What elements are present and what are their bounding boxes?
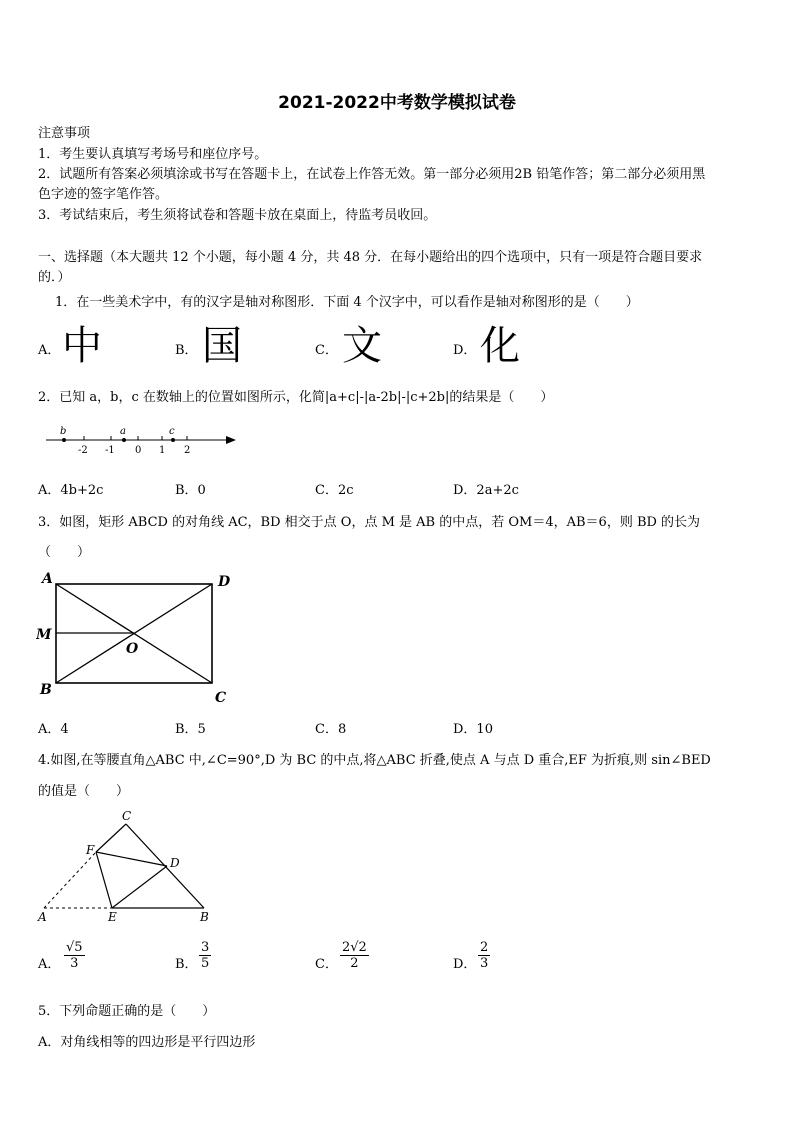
q2-option-d: D．2a+2c (453, 483, 519, 498)
notice-item-2-cont: 色字迹的签字笔作答。 (38, 187, 169, 202)
section-heading: 一、选择题（本大题共 12 个小题，每小题 4 分，共 48 分．在每小题给出的四个选项中，只有一项是符合题目要求 (38, 250, 703, 265)
rectangle-figure (36, 566, 236, 712)
q3-option-a: A．4 (38, 722, 69, 737)
q4-option-b-fraction (199, 940, 211, 971)
label-O: O (126, 641, 139, 657)
axis-point-c: c (169, 426, 175, 437)
label-C-tri: C (122, 809, 132, 823)
axis-point-a: a (120, 426, 126, 437)
notice-heading: 注意事项 (38, 126, 91, 141)
label-D: D (218, 574, 231, 590)
axis-point-b: b (60, 426, 67, 437)
notice-item-3: 3．考试结束后，考生须将试卷和答题卡放在桌面上，待监考员收回。 (38, 208, 437, 223)
page-title: 2021-2022中考数学模拟试卷 (278, 93, 516, 113)
label-B: B (40, 682, 52, 698)
q4-option-a-den: 3 (70, 956, 79, 971)
q1-option-c-char: 文 (342, 323, 382, 369)
q1-option-b-label: B． (175, 343, 198, 358)
label-B-tri: B (200, 910, 209, 924)
section-heading-cont: 的．） (38, 270, 71, 285)
axis-tick-neg2: -2 (78, 445, 88, 456)
q4-option-d-label: D． (453, 957, 477, 972)
triangle-figure (36, 806, 212, 926)
notice-item-2: 2．试题所有答案必须填涂或书写在答题卡上，在试卷上作答无效。第一部分必须用2B 铅笔作答；第二部分必须用黑 (38, 167, 706, 182)
q4-option-c-label: C． (315, 957, 338, 972)
q3-paren: （ ） (38, 545, 91, 560)
q4-option-c-den: 2 (350, 956, 359, 971)
q1-option-d-label: D． (453, 343, 477, 358)
q4-stem-cont: 的值是（ ） (38, 784, 130, 799)
q4-option-a-fraction (64, 940, 85, 971)
axis-tick-0: 0 (135, 445, 142, 456)
label-M: M (36, 627, 52, 643)
q4-option-a-label: A． (38, 957, 61, 972)
q3-option-d: D．10 (453, 722, 493, 737)
q2-option-b: B．0 (175, 483, 206, 498)
axis-tick-neg1: -1 (105, 445, 115, 456)
label-D-tri: D (170, 856, 180, 870)
axis-tick-1: 1 (159, 445, 166, 456)
axis-tick-2: 2 (184, 445, 191, 456)
q4-option-c-fraction (340, 940, 369, 971)
number-line-figure (40, 420, 240, 460)
q4-option-d-fraction (478, 940, 490, 971)
label-F: F (86, 843, 95, 857)
q1-option-b-char: 国 (202, 323, 242, 369)
label-E: E (108, 910, 117, 924)
q4-option-a-num: √5 (66, 940, 83, 955)
q4-option-b-label: B． (175, 957, 198, 972)
q4-stem: 4.如图,在等腰直角△ABC 中,∠C=90°,D 为 BC 的中点,将△ABC 折叠,使点 A 与点 D 重合,EF 为折痕,则 sin∠BED (38, 753, 711, 768)
q2-stem: 2．已知 a，b，c 在数轴上的位置如图所示，化简|a+c|-|a-2b|-|c+2b|的结果是（ ） (38, 390, 554, 405)
q2-option-c: C．2c (315, 483, 354, 498)
label-C: C (215, 690, 227, 706)
q2-option-a: A．4b+2c (38, 483, 104, 498)
label-A: A (42, 571, 53, 587)
q1-stem: 1．在一些美术字中，有的汉字是轴对称图形．下面 4 个汉字中，可以看作是轴对称图形的是（ ） (55, 295, 639, 310)
notice-item-1: 1．考生要认真填写考场号和座位序号。 (38, 147, 268, 162)
q5-option-a: A．对角线相等的四边形是平行四边形 (38, 1035, 256, 1050)
q4-option-c-num: 2√2 (342, 940, 367, 955)
q1-option-a-label: A． (38, 343, 61, 358)
q1-option-c-label: C． (315, 343, 338, 358)
q3-option-b: B．5 (175, 722, 206, 737)
q4-option-b-num: 3 (201, 940, 210, 955)
q3-stem: 3．如图，矩形 ABCD 的对角线 AC，BD 相交于点 O，点 M 是 AB 的中点，若 OM＝4，AB＝6，则 BD 的长为 (38, 515, 701, 530)
q3-option-c: C．8 (315, 722, 347, 737)
q4-option-d-num: 2 (480, 940, 489, 955)
label-A-tri: A (38, 910, 47, 924)
q4-option-b-den: 5 (201, 956, 210, 971)
q1-option-d-char: 化 (480, 323, 520, 369)
q4-option-d-den: 3 (480, 956, 489, 971)
q1-option-a-char: 中 (62, 323, 102, 369)
q5-stem: 5．下列命题正确的是（ ） (38, 1004, 216, 1019)
